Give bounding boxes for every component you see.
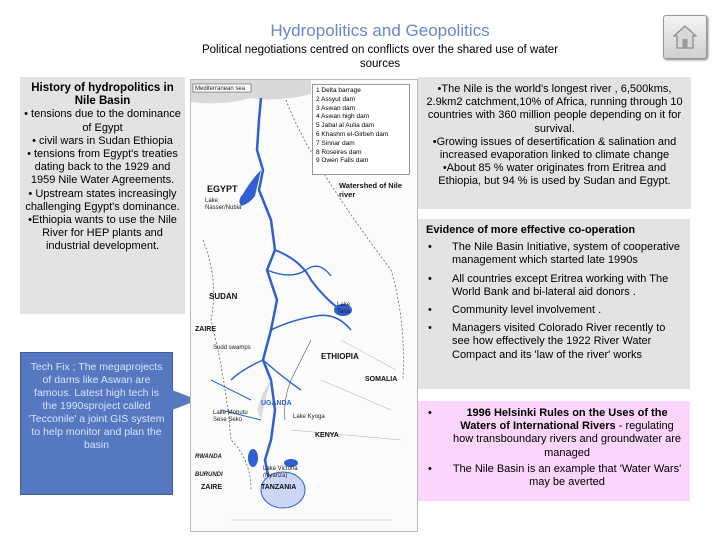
legend-item: 3 Aswan dam bbox=[316, 104, 356, 112]
map-label-zaire: ZAIRE bbox=[195, 326, 216, 333]
page-subtitle: Political negotiations centred on conflicts over the shared use of water sources bbox=[201, 44, 559, 70]
legend-item: 1 Delta barrage bbox=[316, 87, 361, 94]
history-item: • tensions from Egypt's treaties dating back to the 1929 and 1959 Nile Water Agreements. bbox=[27, 148, 178, 187]
legend-item: 4 Aswan high dam bbox=[316, 113, 370, 121]
map-label-sea: Mediterranean sea bbox=[195, 86, 246, 92]
history-item: • Upstream states increasingly challenging Egypt's dominance. bbox=[25, 187, 180, 213]
bullet: • bbox=[428, 304, 432, 317]
map-label-sudd: Sudd swamps bbox=[213, 345, 251, 351]
map-label-sudan: SUDAN bbox=[209, 292, 238, 301]
map-label-lake-tana: Lake Tana bbox=[337, 302, 351, 315]
list-item bbox=[426, 304, 682, 317]
legend-item: 7 Sinnar dam bbox=[316, 139, 355, 147]
list-item bbox=[426, 463, 682, 489]
evidence-list bbox=[426, 241, 682, 362]
fact-item: •About 85 % water originates from Eritrea and Ethiopia, but 94 % is used by Sudan and Egypt. bbox=[438, 162, 671, 188]
fact-item: •Growing issues of desertification & salination and increased evaporation linked to climate change bbox=[432, 135, 677, 162]
water-wars-text: The Nile Basin is an example that 'Water Wars' may be averted bbox=[452, 462, 682, 489]
dam-legend bbox=[312, 84, 410, 175]
helsinki-rules-title: 1996 Helsinki Rules on the Uses of the Waters of International Rivers bbox=[460, 407, 668, 433]
history-panel bbox=[20, 77, 185, 314]
map-label-kenya: KENYA bbox=[315, 432, 339, 439]
nile-facts-panel bbox=[418, 77, 691, 209]
tech-fix-callout: Tech Fix ; The megaprojects of dams like Aswan are famous. Latest high tech is the 1990sproject called 'Tecconile' a joint GIS system to help monitor and plan the basin bbox=[20, 352, 173, 495]
list-item bbox=[426, 273, 682, 299]
map-label-burundi: BURUNDI bbox=[195, 472, 223, 478]
bullet: • bbox=[428, 462, 432, 475]
bullet: • bbox=[428, 322, 432, 335]
legend-item: 5 Jabal al Aulia dam bbox=[316, 122, 375, 130]
map-label-lake-victoria: Lake Victoria (Nyanza) bbox=[263, 466, 298, 479]
history-item: • tensions due to the dominance of Egypt bbox=[24, 108, 181, 134]
list-item bbox=[426, 322, 682, 362]
legend-item: 9 Owen Falls dam bbox=[316, 157, 369, 165]
map-label-rwanda: RWANDA bbox=[195, 454, 222, 460]
page-title: Hydropolitics and Geopolitics bbox=[270, 21, 490, 40]
map-label-uganda: UGANDA bbox=[261, 400, 292, 407]
evidence-text: The Nile Basin Initiative, system of cooperative management which started late 1990s bbox=[452, 241, 681, 267]
history-heading: History of hydropolitics in Nile Basin bbox=[31, 82, 174, 108]
home-button[interactable] bbox=[663, 15, 707, 59]
map-label-lake-kyoga: Lake Kyoga bbox=[293, 414, 325, 420]
map-label-lake-mobutu: Lake Mobutu Sese Seko bbox=[213, 410, 248, 423]
legend-item: 2 Assyut dam bbox=[316, 95, 356, 103]
helsinki-rules-text: - regulating how transboundary rivers and groundwater are managed bbox=[452, 420, 682, 459]
helsinki-list bbox=[426, 407, 682, 489]
map-label-zaire-south: ZAIRE bbox=[201, 484, 222, 491]
bullet: • bbox=[428, 407, 432, 419]
legend-item: 8 Roseires dam bbox=[316, 148, 362, 156]
map-label-tanzania: TANZANIA bbox=[261, 484, 297, 491]
history-item: • civil wars in Sudan Ethiopia bbox=[32, 134, 173, 147]
list-item bbox=[426, 241, 682, 267]
map-label-watershed: Watershed of Nile river bbox=[339, 181, 403, 199]
evidence-heading: Evidence of more effective co-operation bbox=[426, 224, 636, 236]
legend-item: 6 Khashm el-Girbeh dam bbox=[316, 130, 389, 138]
evidence-text: All countries except Eritrea working with The World Bank and bi-lateral aid donors . bbox=[452, 272, 669, 298]
helsinki-rules-panel bbox=[418, 401, 690, 501]
evidence-text: Community level involvement . bbox=[452, 304, 602, 317]
bullet: • bbox=[428, 272, 432, 285]
bullet: • bbox=[428, 241, 432, 254]
evidence-text: Managers visited Colorado River recently to see how effectively the 1922 River Water Compact and its 'law of the river' works bbox=[452, 322, 666, 361]
fact-item: •The Nile is the world's longest river , 6,500kms, 2.9km2 catchment,10% of Africa, running through 10 countries with 360 million people depending on it for survival. bbox=[426, 83, 683, 135]
map-label-lake-nasser: Lake Nasser/Nubia bbox=[205, 198, 242, 211]
map-label-somalia: SOMALIA bbox=[365, 376, 398, 383]
home-icon bbox=[672, 24, 698, 50]
map-label-egypt: EGYPT bbox=[207, 184, 238, 194]
history-item: •Ethiopia wants to use the Nile River for HEP plants and industrial development. bbox=[28, 214, 177, 253]
nile-basin-map bbox=[190, 79, 418, 532]
evidence-panel bbox=[418, 219, 690, 389]
map-label-ethiopia: ETHIOPIA bbox=[321, 352, 359, 361]
list-item bbox=[426, 407, 682, 460]
